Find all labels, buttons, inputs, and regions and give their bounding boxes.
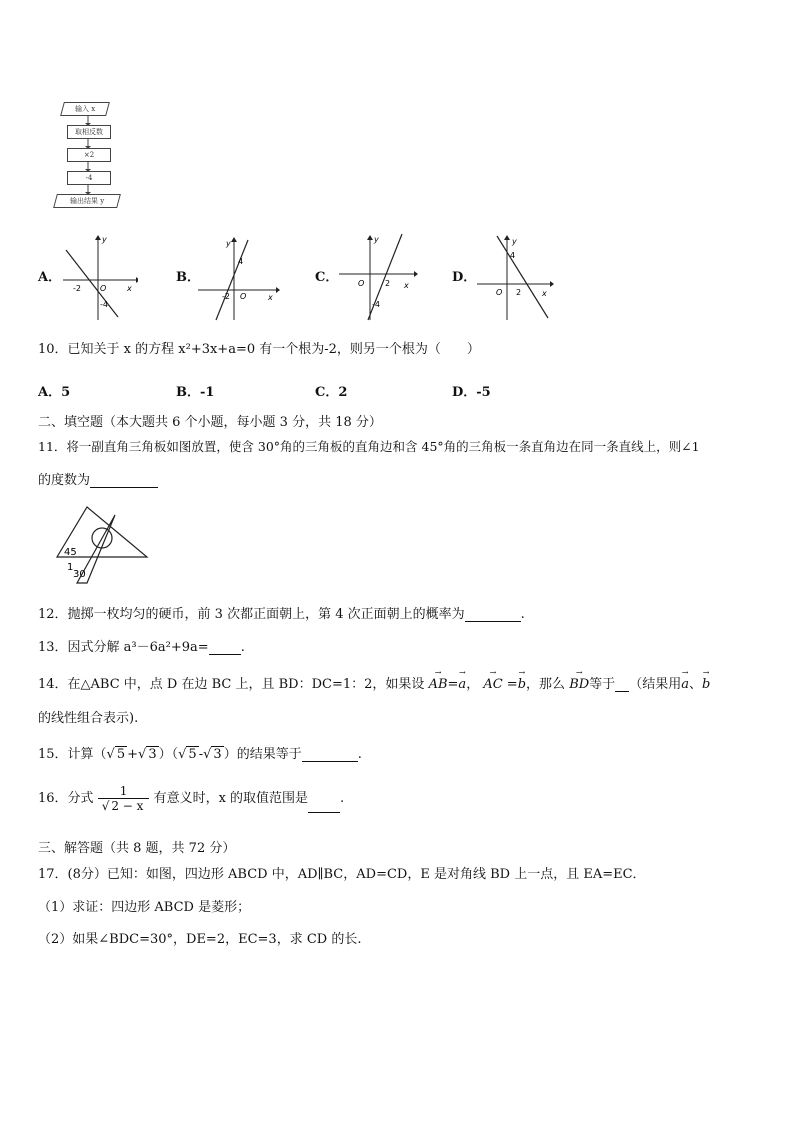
- svg-text:O: O: [358, 279, 365, 288]
- origin-label: O: [100, 284, 107, 293]
- section-3-heading: 三、解答题（共 8 题，共 72 分）: [38, 841, 236, 856]
- q12-text: 12．抛掷一枚均匀的硬币，前 3 次都正面朝上，第 4 次正面朝上的概率为 .: [38, 607, 525, 622]
- q12-answer-blank: [465, 609, 521, 622]
- svg-text:2: 2: [385, 279, 391, 288]
- svg-text:y: y: [226, 239, 231, 248]
- q14-answer-blank: [615, 679, 629, 692]
- q11-label-30: 30: [73, 569, 86, 580]
- q17-sub1: （1）求证：四边形 ABCD 是菱形；: [38, 900, 251, 915]
- q13-answer-blank: [209, 642, 241, 655]
- q9-option-a-label: A．: [38, 270, 62, 285]
- q10-option-c: C．2: [315, 385, 348, 400]
- q14-line1: 14．在△ABC 中，点 D 在边 BC 上，且 BD：DC=1：2，如果设 → AB=→ a， → AC =→ b，那么 → BD等于 （结果用→ a、→ b: [38, 673, 710, 692]
- flowchart-input: 输入 x: [60, 102, 110, 116]
- q15-answer-blank: [302, 749, 358, 762]
- q10-text: 10．已知关于 x 的方程 x²+3x+a=0 有一个根为-2，则另一个根为（ ）: [38, 342, 480, 357]
- x-intercept-label: -2: [73, 284, 81, 293]
- q9-option-c-label: C．: [315, 270, 339, 285]
- q16-answer-blank: [308, 800, 340, 813]
- svg-text:O: O: [496, 288, 503, 297]
- q9-option-b-label: B．: [176, 270, 200, 285]
- svg-text:O: O: [240, 292, 247, 301]
- svg-text:-4: -4: [372, 300, 380, 309]
- svg-text:x: x: [268, 293, 273, 302]
- q11-label-45: 45: [64, 547, 77, 558]
- flowchart-step-times2: ×2: [67, 148, 111, 162]
- flowchart-arrows: [80, 113, 100, 198]
- q9-graph-b: [196, 232, 281, 322]
- svg-text:2: 2: [516, 288, 522, 297]
- svg-text:y: y: [512, 237, 517, 246]
- q11-triangles-figure: [55, 505, 155, 585]
- q10-option-a: A．5: [38, 385, 71, 400]
- svg-text:4: 4: [238, 257, 244, 266]
- q17-sub2: （2）如果∠BDC=30°，DE=2，EC=3，求 CD 的长.: [38, 932, 362, 947]
- axis-y-label: y: [102, 235, 107, 244]
- svg-text:-2: -2: [222, 292, 230, 301]
- svg-text:x: x: [404, 281, 409, 290]
- q9-graph-a: [58, 232, 138, 322]
- q10-option-d: D．-5: [452, 385, 491, 400]
- svg-text:4: 4: [510, 251, 516, 260]
- q15-text: 15．计算（√ 5 +√ 3 ）（√ 5 -√ 3 ）的结果等于 .: [38, 747, 362, 762]
- q11-answer-blank: [90, 475, 158, 488]
- flowchart-step-negate: 取相反数: [67, 125, 111, 139]
- flowchart-output: 输出结果 y: [53, 194, 121, 208]
- section-2-heading: 二、填空题（本大题共 6 个小题，每小题 3 分，共 18 分）: [38, 415, 382, 430]
- q11-label-1: 1: [67, 562, 74, 573]
- q11-line1: 11．将一副直角三角板如图放置，使含 30°角的三角板的直角边和含 45°角的三角板一条直角边在同一条直线上，则∠1: [38, 439, 700, 454]
- q17-line1: 17．(8分）已知：如图，四边形 ABCD 中，AD∥BC，AD=CD，E 是对角线 BD 上一点，且 EA=EC．: [38, 867, 646, 882]
- q16-text: 16．分式 $\frac{1}{√ 2 - x}$ 有意义时，x 的取值范围是 .: [38, 784, 345, 813]
- flowchart-step-minus4: -4: [67, 171, 111, 185]
- q9-option-d-label: D．: [452, 270, 477, 285]
- q11-line2: 的度数为: [38, 469, 158, 488]
- svg-text:y: y: [374, 235, 379, 244]
- q10-option-b: B．-1: [176, 385, 215, 400]
- q14-line2: 的线性组合表示).: [38, 711, 139, 726]
- axis-x-label: x: [127, 284, 132, 293]
- q9-graph-d: [472, 232, 557, 322]
- y-intercept-label: -4: [100, 300, 108, 309]
- q16-fraction: $\frac{1}{√ 2 - x}$: [98, 784, 150, 813]
- svg-text:x: x: [542, 289, 547, 298]
- q13-text: 13．因式分解 a³－6a²+9a= .: [38, 640, 245, 655]
- q9-graph-c: [334, 232, 419, 322]
